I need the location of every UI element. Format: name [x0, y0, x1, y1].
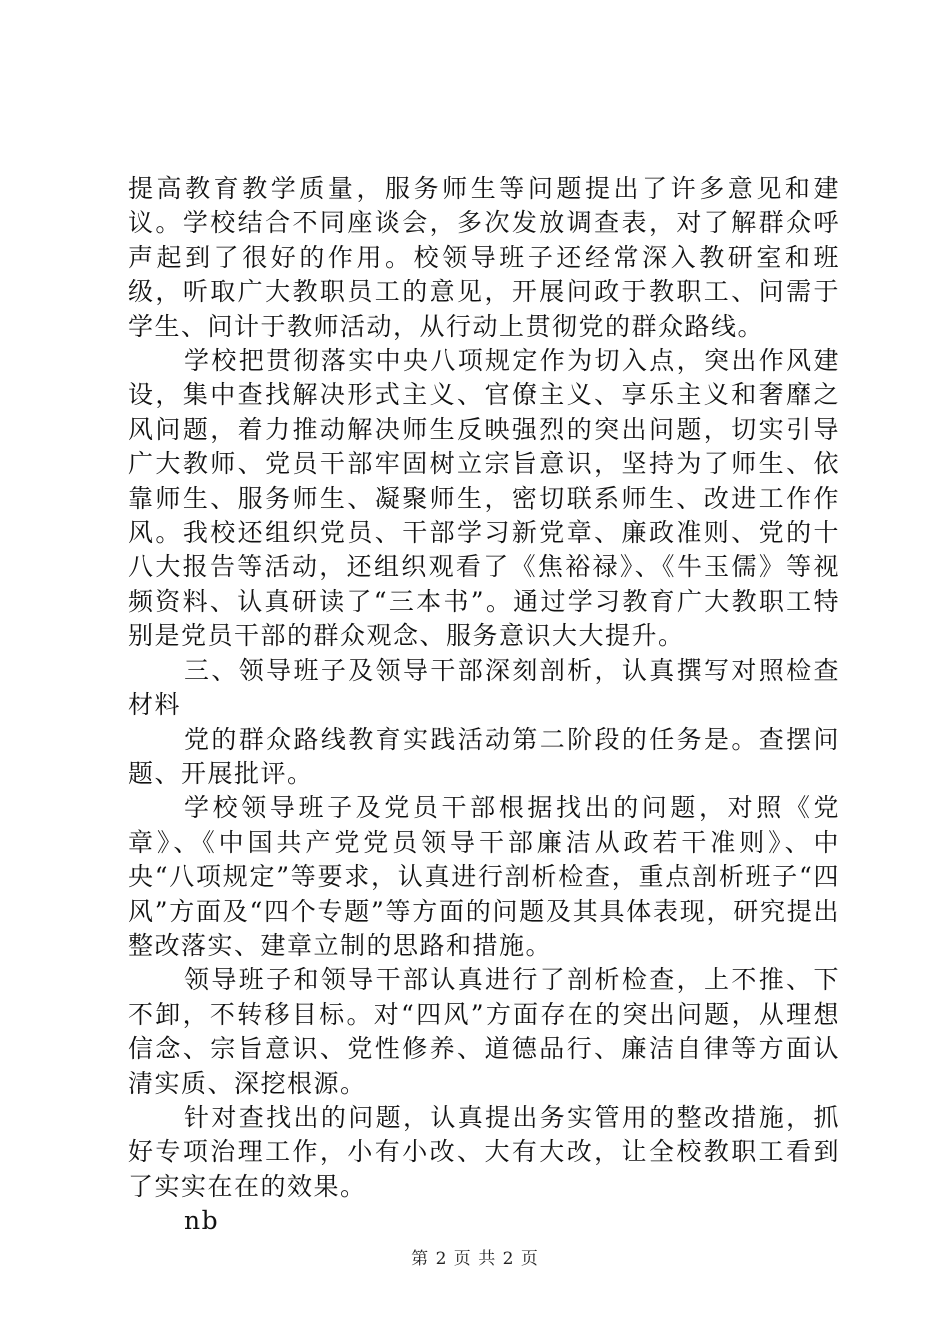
page-number-footer: 第 2 页 共 2 页	[411, 1249, 539, 1269]
paragraph-4: 学校领导班子及党员干部根据找出的问题，对照《党章》、《中国共产党党员领导干部廉洁从政若干准则》、中央“八项规定”等要求，认真进行剖析检查，重点剖析班子“四风”方面及“四个专题”等方面的问题及其具体表现，研究提出整改落实、建章立制的思路和措施。	[128, 793, 840, 960]
paragraph-2: 学校把贯彻落实中央八项规定作为切入点，突出作风建设，集中查找解决形式主义、官僚主义、享乐主义和奢靡之风问题，着力推动解决师生反映强烈的突出问题，切实引导广大教师、党员干部牢固树立宗旨意识，坚持为了师生、依靠师生、服务师生、凝聚师生，密切联系师生、改进工作作风。我校还组织党员、干部学习新党章、廉政准则、党的十八大报告等活动，还组织观看了《焦裕禄》、《牛玉儒》等视频资料、认真研读了“三本书”。通过学习教育广大教职工特别是党员干部的群众观念、服务意识大大提升。	[128, 346, 840, 651]
paragraph-1: 提高教育教学质量，服务师生等问题提出了许多意见和建议。学校结合不同座谈会，多次发放调查表，对了解群众呼声起到了很好的作用。校领导班子还经常深入教研室和班级，听取广大教职员工的意见，开展问政于教职工、问需于学生、问计于教师活动，从行动上贯彻党的群众路线。	[128, 174, 840, 341]
paragraph-6: 针对查找出的问题，认真提出务实管用的整改措施，抓好专项治理工作，小有小改、大有大改，让全校教职工看到了实实在在的效果。	[128, 1102, 840, 1201]
section-heading: 三、领导班子及领导干部深刻剖析，认真撰写对照检查材料	[128, 655, 840, 720]
paragraph-3: 党的群众路线教育实践活动第二阶段的任务是。查摆问题、开展批评。	[128, 724, 840, 788]
trailing-text: nb	[184, 1206, 220, 1236]
document-body	[128, 172, 840, 1239]
paragraph-5: 领导班子和领导干部认真进行了剖析检查，上不推、下不卸，不转移目标。对“四风”方面存在的突出问题，从理想信念、宗旨意识、党性修养、道德品行、廉洁自律等方面认清实质、深挖根源。	[128, 965, 840, 1098]
